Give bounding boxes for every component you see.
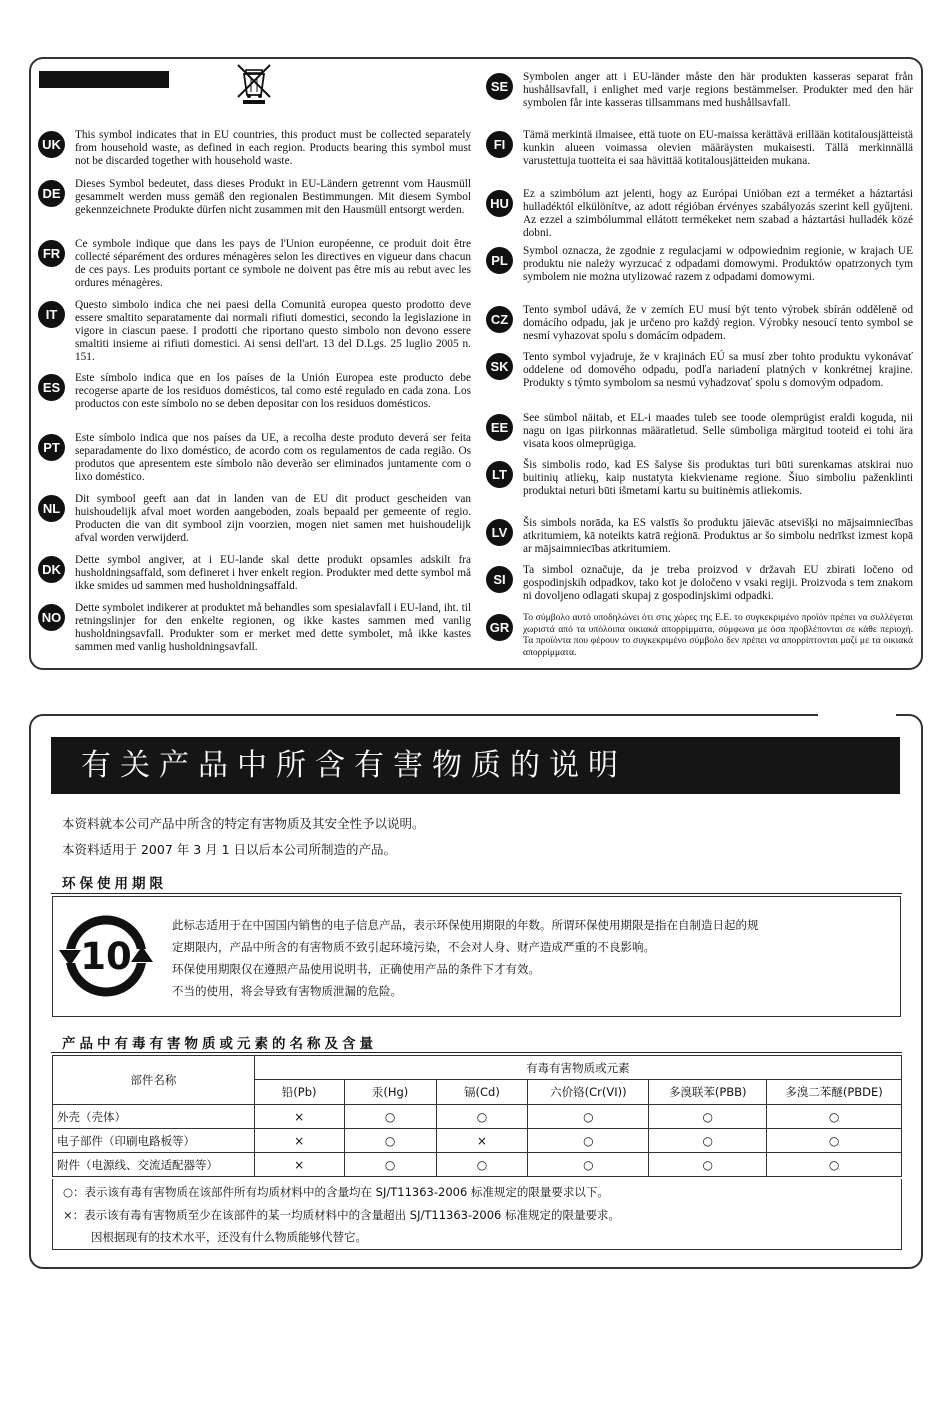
weee-entry-es — [38, 372, 471, 411]
weee-entry-nl — [38, 493, 471, 545]
substance-table-heading: 产品中有毒有害物质或元素的名称及含量 — [62, 1036, 377, 1052]
country-badge-dk: DK — [38, 556, 65, 583]
note-circle: ○：表示该有毒有害物质在该部件所有均质材料中的含量均在 SJ/T11363-2006 标准规定的限量要求以下。 — [63, 1185, 609, 1199]
weee-text-si: Ta simbol označuje, da je treba proizvod v državah EU zbirati ločeno od gospodinjskih odpadkov, tako kot je določeno v vsaki regiji. Proizvoda s tem znakom ni dovoljeno odlagati skupaj z gospodinjskimi odpadki. — [523, 564, 913, 602]
table-row — [53, 1129, 902, 1153]
weee-text-sk: Tento symbol vyjadruje, že v krajinách EÚ sa musí zber tohto produktu vykonávať oddelene od domového odpadu, podľa nariadení platných v konkrétnej krajine. Produkty s týmto symbolom sa nesmú vyhadzovať spolu s domovým odpadom. — [523, 351, 913, 389]
weee-text-uk: This symbol indicates that in EU countries, this product must be collected separately from household waste, as defined in each region. Products bearing this symbol must not be discarded together with household waste. — [75, 129, 471, 167]
part-name-header: 部件名称 — [53, 1056, 255, 1105]
rohs-title: 有关产品中所含有害物质的说明 — [51, 737, 900, 794]
column-header: 多溴联苯(PBB) — [649, 1080, 767, 1105]
epup-line-1: 此标志适用于在中国国内销售的电子信息产品，表示环保使用期限的年数。所谓环保使用期限是指在自制造日起的规 — [172, 918, 759, 932]
column-header: 镉(Cd) — [436, 1080, 528, 1105]
weee-entry-it — [38, 299, 471, 364]
country-badge-pl: PL — [486, 247, 513, 274]
country-badge-nl: NL — [38, 495, 65, 522]
country-badge-hu: HU — [486, 190, 513, 217]
mark-cell: ○ — [649, 1129, 767, 1153]
weee-entry-no — [38, 602, 471, 654]
country-badge-fi: FI — [486, 131, 513, 158]
country-badge-ee: EE — [486, 414, 513, 441]
weee-text-cz: Tento symbol udává, že v zemích EU musí být tento výrobek sbírán odděleně od domácího odpadu, jak je určeno pro každý region. Výrobky nesoucí tento symbol se nesmí vyhazovat spolu s domácím odpadem. — [523, 304, 913, 342]
country-badge-es: ES — [38, 374, 65, 401]
rohs-intro-1: 本资料就本公司产品中所含的特定有害物质及其安全性予以说明。 — [62, 816, 425, 831]
hazardous-substance-table — [52, 1055, 902, 1177]
mark-cell: ○ — [649, 1153, 767, 1177]
weee-entry-pt — [38, 432, 471, 484]
weee-text-gr: Το σύμβολο αυτό υποδηλώνει ότι στις χώρες της E.E. το συγκεκριμένο προϊόν πρέπει να συλλέγεται χωριστά από τα υπόλοιπα οικιακά απορρίμματα, σύμφωνα με όσα προβλέπονται σε κάθε περιοχή. Τα προϊόντα που φέρουν το συγκεκριμένο σύμβολο δεν πρέπει να απορρίπτονται μαζί με τα οικιακά απορρίμματα. — [523, 612, 913, 658]
substance-group-header: 有毒有害物质或元素 — [254, 1056, 901, 1080]
mark-cell: × — [254, 1129, 344, 1153]
frame-gap — [818, 711, 896, 717]
weee-entry-dk — [38, 554, 471, 593]
country-badge-uk: UK — [38, 131, 65, 158]
weee-entry-ee — [486, 412, 913, 451]
weee-entry-sk — [486, 351, 913, 390]
substance-heading-rule — [51, 1052, 902, 1053]
column-header: 六价铬(Cr(VI)) — [528, 1080, 649, 1105]
mark-cell: ○ — [528, 1153, 649, 1177]
rohs-intro-2: 本资料适用于 2007 年 3 月 1 日以后本公司所制造的产品。 — [62, 842, 397, 857]
mark-cell: ○ — [528, 1129, 649, 1153]
weee-entry-lt — [486, 459, 913, 498]
mark-cell: × — [254, 1105, 344, 1129]
mark-cell: × — [254, 1153, 344, 1177]
weee-text-es: Este símbolo indica que en los países de la Unión Europea este producto debe recogerse aparte de los residuos domésticos, tal como esté regulado en cada zona. Los productos con este símbolo no se deben depositar con los residuos domésticos. — [75, 372, 471, 410]
mark-cell: ○ — [767, 1153, 902, 1177]
part-name-cell: 电子部件（印刷电路板等） — [53, 1129, 255, 1153]
weee-entry-si — [486, 564, 913, 603]
mark-cell: ○ — [344, 1153, 436, 1177]
country-badge-lv: LV — [486, 519, 513, 546]
note-explanation: 因根据现有的技术水平，还没有什么物质能够代替它。 — [91, 1230, 367, 1244]
weee-text-lv: Šis simbols norāda, ka ES valstīs šo produktu jāievāc atsevišķi no mājsaimniecības atkritumiem, kā noteikts katrā reģionā. Produktus ar šo simbolu nedrīkst izmest kopā ar mājsaimniecības atkritumiem. — [523, 517, 913, 555]
mark-cell: ○ — [528, 1105, 649, 1129]
part-name-cell: 外壳（壳体） — [53, 1105, 255, 1129]
weee-text-pl: Symbol oznacza, że zgodnie z regulacjami w odpowiednim regionie, w krajach UE produktu nie należy wyrzucać z odpadami domowymi. Produktów opatrzonych tym symbolem nie można utylizować razem z odpadami domowymi. — [523, 245, 913, 283]
weee-entry-gr — [486, 612, 913, 658]
weee-text-nl: Dit symbool geeft aan dat in landen van de EU dit product gescheiden van huishoudelijk afval moet worden aangeboden, zoals bepaald per gemeente of regio. Producten die van dit symbool zijn voorzien, mogen niet samen met huishoudelijk afval worden verwijderd. — [75, 493, 471, 544]
weee-entry-cz — [486, 304, 913, 343]
weee-text-no: Dette symbolet indikerer at produktet må behandles som spesialavfall i EU-land, iht. til retningslinjer for den enkelte regionen, og ikke kastes sammen med vanlig husholdningsavfall. Produkter som er merket med dette symbolet, må ikke kastes sammen med vanlig husholdningsavfall. — [75, 602, 471, 653]
mark-cell: ○ — [344, 1105, 436, 1129]
table-row — [53, 1105, 902, 1129]
country-badge-sk: SK — [486, 353, 513, 380]
note-cross: ×：表示该有毒有害物质至少在该部件的某一均质材料中的含量超出 SJ/T11363-2006 标准规定的限量要求。 — [63, 1208, 621, 1222]
country-badge-si: SI — [486, 566, 513, 593]
weee-entry-de — [38, 178, 471, 217]
part-name-cell: 附件（电源线、交流适配器等） — [53, 1153, 255, 1177]
epup-line-3: 环保使用期限仅在遵照产品使用说明书，正确使用产品的条件下才有效。 — [172, 962, 540, 976]
weee-entry-hu — [486, 188, 913, 240]
mark-cell: ○ — [649, 1105, 767, 1129]
weee-text-lt: Šis simbolis rodo, kad ES šalyse šis produktas turi būti surenkamas atskirai nuo buitinių atliekų, kaip nustatyta kiekviename regione. Šiuo simboliu paženklinti produktai neturi būti išmetami kartu su buitinėmis atliekomis. — [523, 459, 913, 497]
weee-entry-pl — [486, 245, 913, 284]
epup-line-4: 不当的使用，将会导致有害物质泄漏的危险。 — [172, 984, 402, 998]
mark-cell: ○ — [767, 1129, 902, 1153]
table-notes — [52, 1179, 902, 1250]
weee-text-fi: Tämä merkintä ilmaisee, että tuote on EU-maissa kerättävä erillään kotitalousjätteistä kunkin alueen voimassa olevien määräysten mukaisesti. Tällä merkinnällä varustettuja tuotteita ei saa hävittää kotitalousjätteiden mukana. — [523, 129, 913, 167]
epup-description — [172, 914, 884, 1002]
weee-text-it: Questo simbolo indica che nei paesi della Comunità europea questo prodotto deve essere smaltito separatamente dai normali rifiuti domestici, secondo la legislazione in vigore in ciascun paese. I prodotti che riportano questo simbolo non devono essere smaltiti insieme ai rifiuti domestici. Ai sensi dell'art. 13 del D.Lgs. 25 luglio 2005 n. 151. — [75, 299, 471, 363]
weee-entry-se — [486, 71, 913, 110]
weee-text-se: Symbolen anger att i EU-länder måste den här produkten kasseras separat från hushållsavfall, i enlighet med varje regions bestämmelser. Produkter med den här symbolen får inte kasseras tillsammans med hushållsavfall. — [523, 71, 913, 109]
mark-cell: × — [436, 1129, 528, 1153]
weee-entry-uk — [38, 129, 471, 168]
column-header: 汞(Hg) — [344, 1080, 436, 1105]
mark-cell: ○ — [344, 1129, 436, 1153]
country-badge-de: DE — [38, 180, 65, 207]
weee-entry-fi — [486, 129, 913, 168]
epup-number: 10 — [80, 935, 132, 978]
weee-text-fr: Ce symbole indique que dans les pays de l'Union européenne, ce produit doit être collecté séparément des ordures ménagères selon les directives en vigueur dans chacun de ces pays. Les produits portant ce symbole ne doivent pas être mis au rebut avec les ordures ménagères. — [75, 238, 471, 289]
epup-10-year-logo-icon — [57, 911, 155, 1001]
epup-heading: 环保使用期限 — [62, 876, 167, 892]
column-header: 铅(Pb) — [254, 1080, 344, 1105]
weee-text-dk: Dette symbol angiver, at i EU-lande skal dette produkt opsamles adskilt fra husholdningsaffald, som defineret i hver enkelt region. Produkter med dette symbol må ikke smides ud sammen med husholdningsaffald. — [75, 554, 471, 592]
country-badge-pt: PT — [38, 434, 65, 461]
country-badge-lt: LT — [486, 461, 513, 488]
country-badge-it: IT — [38, 301, 65, 328]
mark-cell: ○ — [436, 1105, 528, 1129]
weee-entry-lv — [486, 517, 913, 556]
epup-line-2: 定期限内，产品中所含的有害物质不致引起环境污染，不会对人身、财产造成严重的不良影响。 — [172, 940, 655, 954]
country-badge-cz: CZ — [486, 306, 513, 333]
mark-cell: ○ — [767, 1105, 902, 1129]
table-row — [53, 1153, 902, 1177]
weee-entry-fr — [38, 238, 471, 290]
weee-text-hu: Ez a szimbólum azt jelenti, hogy az Európai Unióban ezt a terméket a háztartási hulladéktól elkülönítve, az adott régióban érvényes szabályozás szerint kell gyűjteni. Az ezzel a szimbólummal ellátott termékeket nem szabad a háztartási hulladék közé dobni. — [523, 188, 913, 239]
black-label-bar — [39, 71, 169, 88]
country-badge-no: NO — [38, 604, 65, 631]
country-badge-se: SE — [486, 73, 513, 100]
weee-text-pt: Este símbolo indica que nos países da UE, a recolha deste produto deverá ser feita separadamente do lixo doméstico, de acordo com os regulamentos de cada região. Os produtos que apresentem este símbolo não deverão ser eliminados juntamente com o lixo doméstico. — [75, 432, 471, 483]
country-badge-fr: FR — [38, 240, 65, 267]
country-badge-gr: GR — [486, 614, 513, 641]
mark-cell: ○ — [436, 1153, 528, 1177]
weee-text-de: Dieses Symbol bedeutet, dass dieses Produkt in EU-Ländern getrennt vom Hausmüll gesammelt werden muss gemäß den regionalen Bestimmungen. Mit diesem Symbol gekennzeichnete Produkte dürfen nicht zusammen mit den Hausmüll entsorgt werden. — [75, 178, 471, 216]
column-header: 多溴二苯醚(PBDE) — [767, 1080, 902, 1105]
epup-heading-rule — [51, 893, 902, 894]
weee-text-ee: See sümbol näitab, et EL-i maades tuleb see toode olemprügist eraldi koguda, nii nagu on igas piirkonnas määratletud. Selle sümboliga märgitud tooteid ei tohi ära visata koos olmeprügiga. — [523, 412, 913, 450]
crossed-out-wheelie-bin-icon — [232, 62, 276, 104]
